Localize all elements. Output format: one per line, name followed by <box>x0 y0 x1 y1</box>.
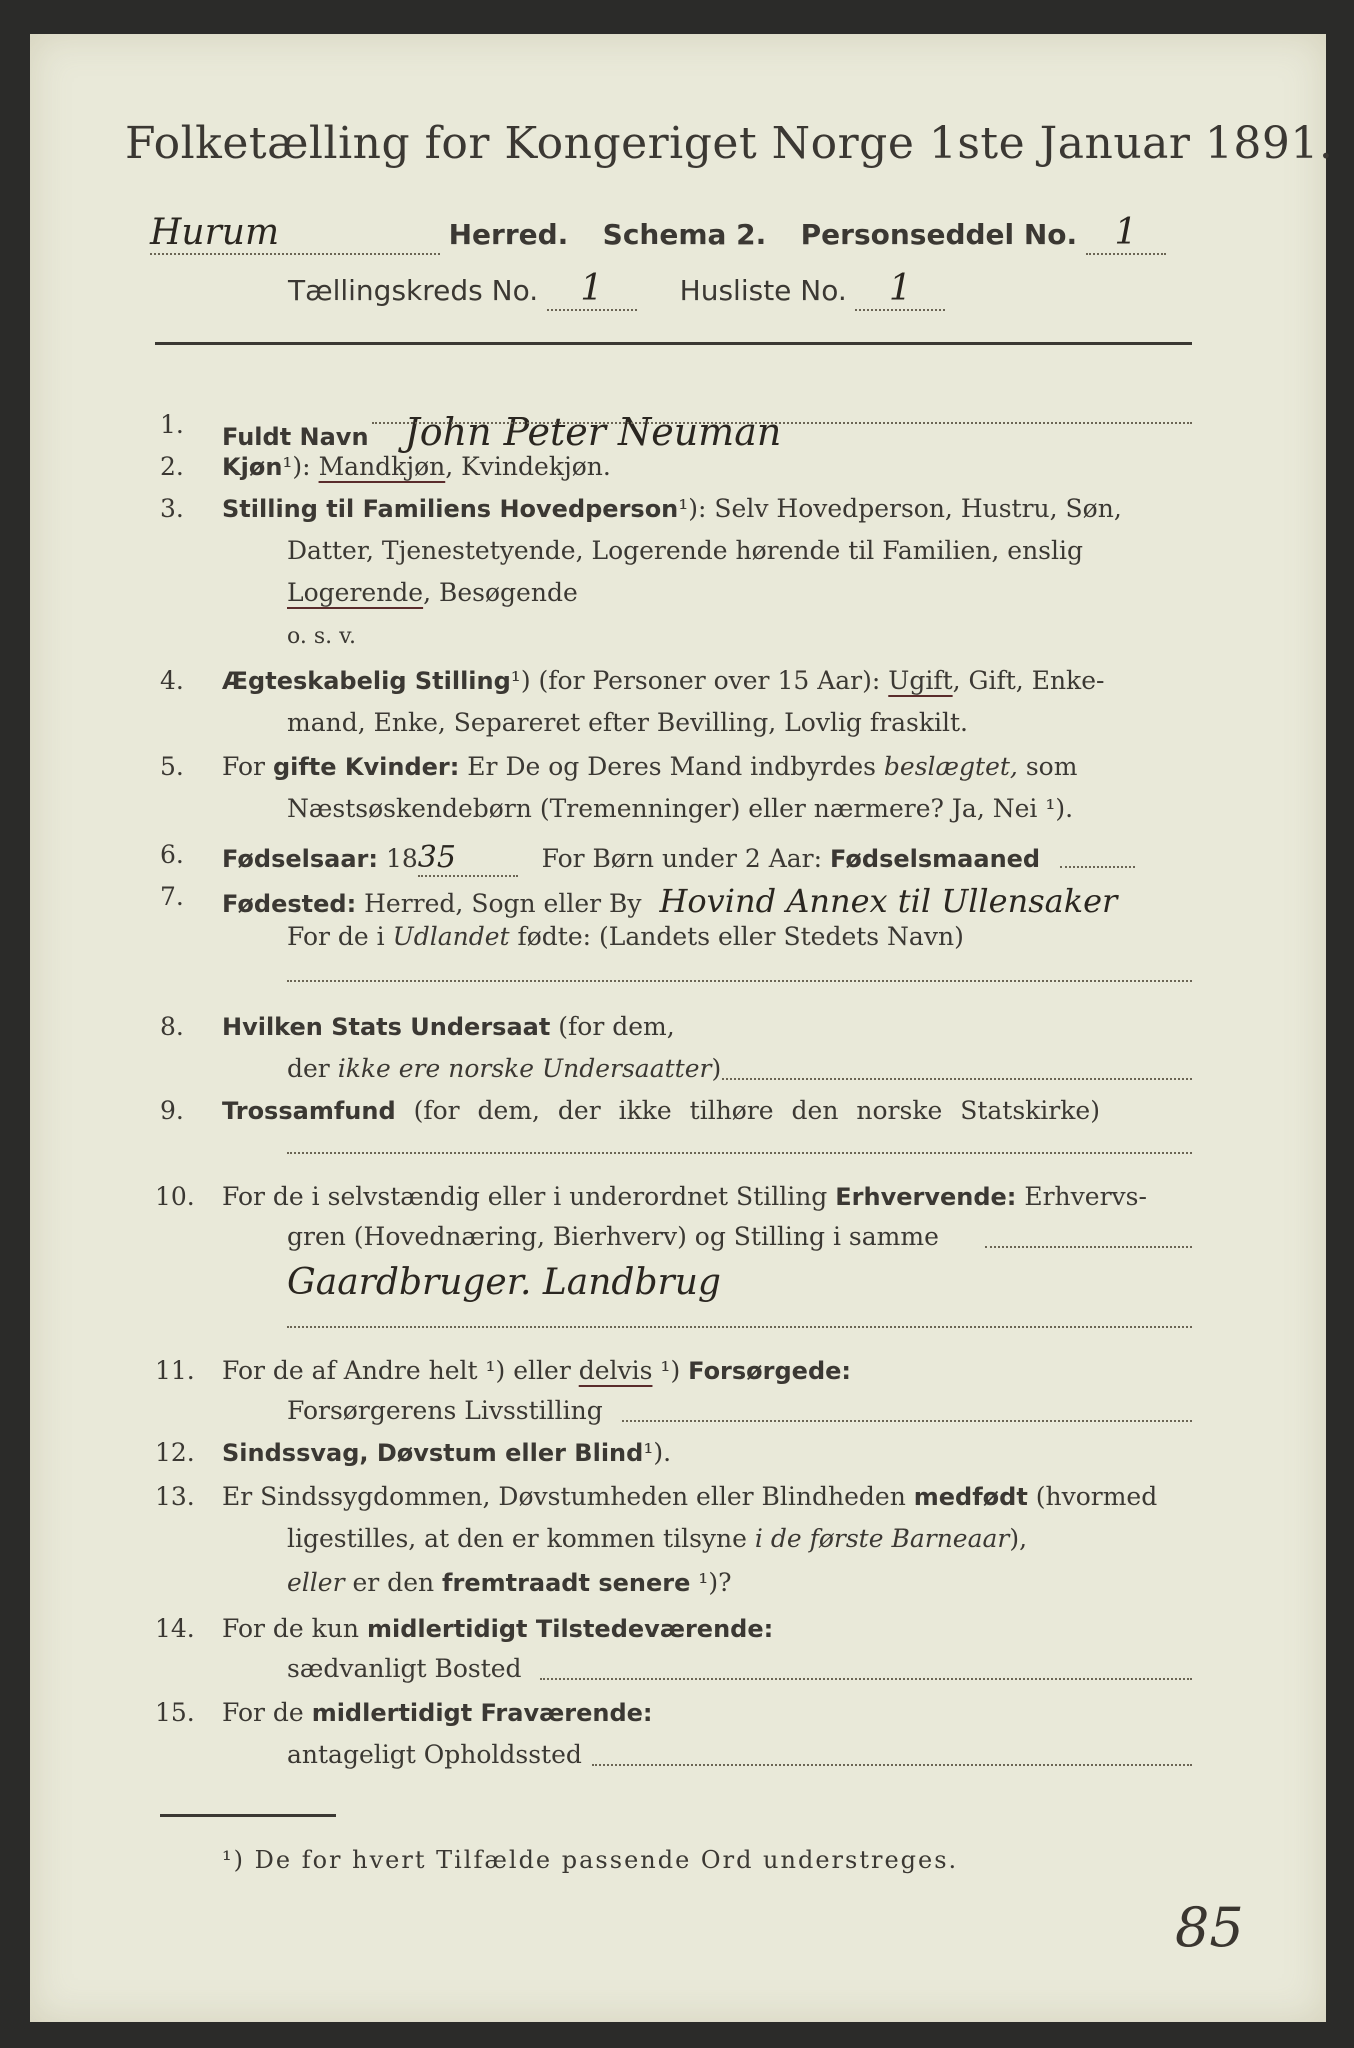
taellingskreds-line <box>288 268 945 311</box>
item-10-line3 <box>287 1262 721 1303</box>
item-11-delvis: delvis <box>578 1356 653 1385</box>
item-15-label: midlertidigt Fraværende: <box>311 1699 653 1727</box>
item-1-dotline <box>372 422 1192 424</box>
item-10-line2: gren (Hovednæring, Bierhverv) og Stilling i samme <box>287 1222 939 1251</box>
item-5-prefix: For <box>222 752 273 781</box>
item-15-row <box>222 1698 653 1727</box>
item-14-prefix: For de kun <box>222 1614 367 1643</box>
item-13-line2-prefix: ligestilles, at den er kommen tilsyne <box>287 1524 755 1553</box>
item-10-rest: Erhvervs- <box>1016 1182 1147 1211</box>
herred-line <box>150 212 1166 255</box>
footnote-rule <box>160 1814 336 1817</box>
item-13-label: medfødt <box>913 1483 1028 1511</box>
item-13-fremtraadt: fremtraadt senere <box>442 1569 691 1597</box>
corner-pencil-mark: 85 <box>1175 1896 1244 1959</box>
item-9-dotline <box>287 1152 1192 1154</box>
herred-handwritten: Hurum <box>150 212 440 255</box>
item-11-sup: ¹) <box>652 1356 689 1385</box>
item-14-row <box>222 1614 773 1643</box>
item-11-number: 11. <box>155 1356 195 1385</box>
item-13-row <box>222 1482 1157 1511</box>
item-4-line2: mand, Enke, Separeret efter Bevilling, Lovlig fraskilt. <box>287 708 968 737</box>
item-15-line2: antageligt Opholdssted <box>287 1740 582 1769</box>
item-1-row <box>222 410 781 454</box>
item-6-label2: Fødselsmaaned <box>830 845 1041 873</box>
item-4-rest2: , Gift, Enke- <box>952 666 1105 695</box>
item-5-text: Er De og Deres Mand indbyrdes <box>459 752 884 781</box>
personseddel-number: 1 <box>1086 212 1166 255</box>
item-2-row <box>222 452 611 481</box>
item-14-line2: sædvanligt Bosted <box>287 1654 522 1683</box>
item-12-rest: ¹). <box>643 1438 672 1467</box>
schema-label: Schema 2. <box>602 218 767 251</box>
item-6-rest: For Børn under 2 Aar: <box>541 844 830 873</box>
item-3-line2: Datter, Tjenestetyende, Logerende hørende til Familien, enslig <box>287 536 1084 565</box>
item-6-dotline <box>1060 866 1135 868</box>
item-15-number: 15. <box>155 1698 195 1727</box>
item-4-number: 4. <box>160 666 184 695</box>
item-3-number: 3. <box>160 494 184 523</box>
item-1-number: 1. <box>160 410 184 439</box>
personseddel-label: Personseddel No. <box>800 218 1078 251</box>
item-15-prefix: For de <box>222 1698 312 1727</box>
item-8-row <box>222 1012 675 1041</box>
item-10-label: Erhvervende: <box>835 1183 1017 1211</box>
item-10-dotline-1 <box>985 1246 1192 1248</box>
item-1-value-handwritten: John Peter Neuman <box>404 410 782 454</box>
item-7-rest: Herred, Sogn eller By <box>356 889 642 918</box>
item-3-line4: o. s. v. <box>287 624 356 649</box>
item-8-label: Hvilken Stats Undersaat <box>222 1013 551 1041</box>
footnote: ¹) De for hvert Tilfælde passende Ord understreges. <box>222 1846 959 1874</box>
item-2-sup: ¹): <box>282 452 311 481</box>
item-12-label: Sindssvag, Døvstum eller Blind <box>222 1439 644 1467</box>
item-3-logerende: Logerende <box>287 578 424 607</box>
item-9-row <box>222 1096 1100 1125</box>
item-13-line2-close: ), <box>1009 1524 1028 1553</box>
item-5-row <box>222 752 1077 781</box>
item-13-prefix: Er Sindssygdommen, Døvstumheden eller Blindheden <box>222 1482 914 1511</box>
taellingskreds-number: 1 <box>547 268 637 311</box>
item-13-line2 <box>287 1524 1027 1553</box>
item-13-eller: eller <box>287 1568 345 1597</box>
item-2-label: Kjøn <box>222 453 283 481</box>
item-6-row <box>222 840 1040 877</box>
item-8-number: 8. <box>160 1012 184 1041</box>
item-10-value-handwritten: Gaardbruger. Landbrug <box>287 1262 721 1303</box>
item-8-close: ) <box>711 1054 722 1083</box>
taellingskreds-label: Tællingskreds No. <box>288 274 539 307</box>
item-7-value-handwritten: Hovind Annex til Ullensaker <box>659 882 1118 920</box>
item-14-number: 14. <box>155 1614 195 1643</box>
item-9-rest: (for dem, der ikke tilhøre den norske Statskirke) <box>395 1096 1100 1125</box>
item-10-prefix: For de i selvstændig eller i underordnet Stilling <box>222 1182 836 1211</box>
item-3-rest: ¹): Selv Hovedperson, Hustru, Søn, <box>678 494 1122 523</box>
item-2-option-kvindekjon: , Kvindekjøn. <box>445 452 611 481</box>
item-13-line3 <box>287 1568 732 1597</box>
item-7-line2-prefix: For de i <box>287 922 393 951</box>
item-7-label: Fødested: <box>222 890 357 918</box>
item-3-line3 <box>287 578 578 607</box>
item-13-line3-text: er den <box>344 1568 443 1597</box>
item-6-prefix: 18 <box>378 844 418 873</box>
item-11-row <box>222 1356 851 1385</box>
item-13-line3-end: ¹)? <box>690 1568 732 1597</box>
item-14-label: midlertidigt Tilstedeværende: <box>366 1615 774 1643</box>
item-2-number: 2. <box>160 452 184 481</box>
husliste-number: 1 <box>855 268 945 311</box>
item-3-besogende: , Besøgende <box>423 578 578 607</box>
item-5-som: som <box>1017 752 1078 781</box>
item-1-label: Fuldt Navn <box>222 423 369 451</box>
item-7-line2-rest: fødte: (Landets eller Stedets Navn) <box>509 922 964 951</box>
item-10-dotline-2 <box>287 1326 1192 1328</box>
item-11-dotline <box>622 1420 1192 1422</box>
item-7-line2 <box>287 922 964 951</box>
item-4-label: Ægteskabelig Stilling <box>222 667 511 695</box>
item-13-line2-italic: i de første Barneaar <box>754 1524 1010 1553</box>
item-11-prefix: For de af Andre helt ¹) eller <box>222 1356 579 1385</box>
item-9-number: 9. <box>160 1096 184 1125</box>
item-6-year-handwritten: 35 <box>418 840 518 877</box>
item-8-dotline <box>722 1078 1192 1080</box>
item-5-label: gifte Kvinder: <box>272 753 460 781</box>
item-12-row <box>222 1438 671 1467</box>
item-10-row <box>222 1182 1147 1211</box>
item-10-number: 10. <box>155 1182 195 1211</box>
item-11-label: Forsørgede: <box>688 1357 852 1385</box>
item-4-rest1: ¹) (for Personer over 15 Aar): <box>510 666 889 695</box>
husliste-label: Husliste No. <box>679 274 847 307</box>
item-11-line2: Forsørgerens Livsstilling <box>287 1396 603 1425</box>
item-8-italic: ikke ere norske Undersaatter <box>337 1054 712 1083</box>
item-15-dotline <box>592 1764 1192 1766</box>
item-7-row <box>222 882 1117 920</box>
form-title: Folketælling for Kongeriget Norge 1ste Januar 1891. <box>125 118 1334 169</box>
item-5-number: 5. <box>160 752 184 781</box>
item-6-label: Fødselsaar: <box>222 845 378 873</box>
item-9-label: Trossamfund <box>222 1097 396 1125</box>
item-4-ugift: Ugift <box>888 666 953 695</box>
header-rule <box>155 342 1192 345</box>
item-12-number: 12. <box>155 1438 195 1467</box>
item-4-row <box>222 666 1104 695</box>
item-3-label: Stilling til Familiens Hovedperson <box>222 495 679 523</box>
item-14-dotline <box>540 1678 1192 1680</box>
item-13-rest: (hvormed <box>1027 1482 1158 1511</box>
item-7-number: 7. <box>160 882 184 911</box>
item-5-line2: Næstsøskendebørn (Tremenninger) eller nærmere? Ja, Nei ¹). <box>287 794 1074 823</box>
item-5-beslaegtet: beslægtet, <box>883 752 1018 781</box>
item-2-option-mandkjon: Mandkjøn <box>318 452 446 481</box>
item-3-row <box>222 494 1122 523</box>
item-13-number: 13. <box>155 1482 195 1511</box>
item-7-udlandet: Udlandet <box>392 922 510 951</box>
item-8-der: der <box>287 1054 338 1083</box>
item-6-number: 6. <box>160 840 184 869</box>
herred-label: Herred. <box>448 218 569 251</box>
item-7-dotline <box>287 980 1192 982</box>
item-8-line2 <box>287 1054 721 1083</box>
item-8-rest: (for dem, <box>550 1012 675 1041</box>
